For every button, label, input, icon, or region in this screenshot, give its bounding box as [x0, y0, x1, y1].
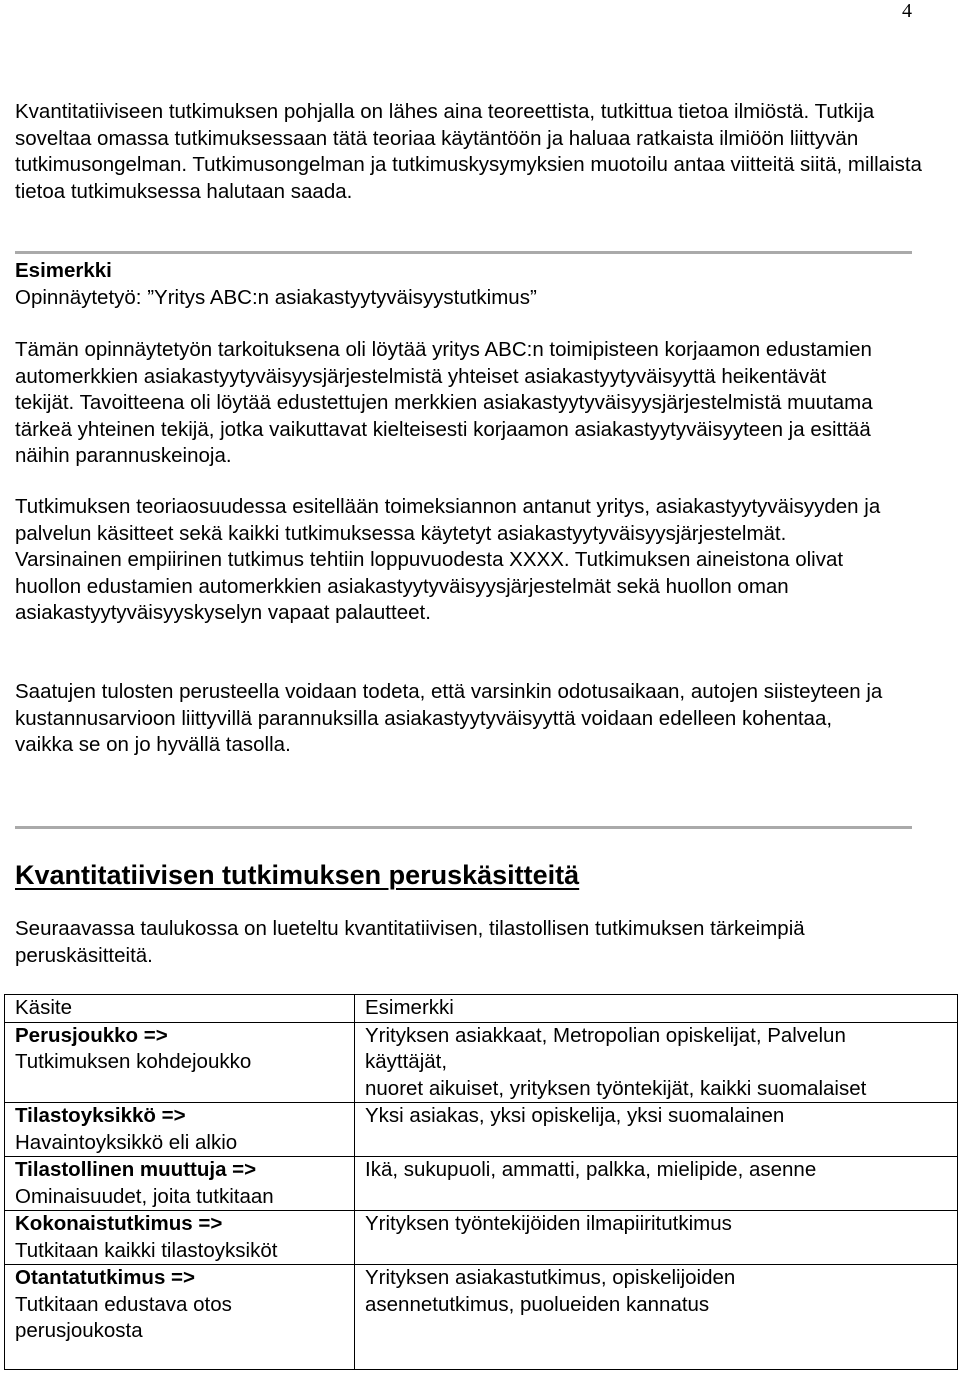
table-row: [5, 1157, 958, 1211]
example-paragraph-1: Tämän opinnäytetyön tarkoituksena oli löytää yritys ABC:n toimipisteen korjaamon edustamien automerkkien asiakastyytyväisyysjärjestelmistä yhteiset asiakastyytyväisyyttä heikentävät tekijät. Tavoitteena oli löytää edustettujen merkkien asiakastyytyväisyysjärjestelmistä muutama tärkeä yhteinen tekijä, jotka vaikuttavat kielteisesti korjaamon asiakastyytyväisyyteen ja esittää näihin parannuskeinoja.: [15, 338, 873, 467]
concepts-table: [4, 994, 958, 1370]
term-definition: Tutkitaan kaikki tilastoyksiköt: [15, 1238, 278, 1262]
intro-paragraph: Kvantitatiiviseen tutkimuksen pohjalla on lähes aina teoreettista, tutkittua tietoa ilmiöstä. Tutkija soveltaa omassa tutkimuksessaan tätä teoriaa käytäntöön ja haluaa ratkaista ilmiöön liittyvän tutkimusongelman. Tutkimusongelman ja tutkimuskysymyksien muotoilu antaa viitteitä siitä, millaista tietoa tutkimuksessa halutaan saada.: [15, 100, 922, 203]
table-header-row: [5, 995, 958, 1023]
example-text: Yksi asiakas, yksi opiskelija, yksi suomalainen: [365, 1104, 785, 1127]
term-cell: [5, 1022, 355, 1103]
term-name: Tilastollinen muuttuja =>: [15, 1158, 257, 1181]
table-row: [5, 1265, 958, 1370]
term-cell: [5, 1211, 355, 1265]
example-paragraph-2: Tutkimuksen teoriaosuudessa esitellään toimeksiannon antanut yritys, asiakastyytyväisyyden ja palvelun käsitteet sekä kaikki tutkimuksessa käytetyt asiakastyytyväisyysjärjestelmät. Varsinainen empiirinen tutkimus tehtiin loppuvuodesta XXXX. Tutkimuksen aineistona olivat huollon edustamien automerkkien asiakastyytyväisyysjärjestelmät sekä huollon oman asiakastyytyväisyyskyselyn vapaat palautteet.: [15, 495, 881, 624]
example-text: nuoret aikuiset, yrityksen työntekijät, kaikki suomalaiset: [365, 1076, 867, 1100]
example-text: Yrityksen asiakastutkimus, opiskelijoiden asennetutkimus, puolueiden kannatus: [365, 1266, 736, 1316]
example-heading: Esimerkki: [15, 259, 112, 282]
term-name: Kokonaistutkimus =>: [15, 1212, 223, 1235]
example-cell: [355, 1265, 958, 1370]
table-row: [5, 1211, 958, 1265]
term-definition: Tutkimuksen kohdejoukko: [15, 1050, 252, 1073]
term-name: Otantatutkimus =>: [15, 1266, 195, 1289]
page-number: 4: [902, 0, 912, 22]
example-cell: [355, 1211, 958, 1265]
bottom-divider: [15, 826, 912, 829]
term-cell: [5, 1103, 355, 1157]
header-example: Esimerkki: [355, 995, 958, 1023]
table-row: [5, 1022, 958, 1103]
term-definition: Tutkitaan edustava otos perusjoukosta: [15, 1292, 232, 1342]
example-paragraph-3: Saatujen tulosten perusteella voidaan todeta, että varsinkin odotusaikaan, autojen siisteyteen ja kustannusarvioon liittyvillä parannuksilla asiakastyytyväisyyttä voidaan edelleen kohentaa, vaikka se on jo hyvällä tasolla.: [15, 680, 883, 756]
term-definition: Havaintoyksikkö eli alkio: [15, 1130, 238, 1154]
top-divider: [15, 251, 912, 254]
example-text: Yrityksen työntekijöiden ilmapiiritutkimus: [365, 1212, 732, 1235]
example-cell: [355, 1157, 958, 1211]
term-cell: [5, 1157, 355, 1211]
section-title: Kvantitatiivisen tutkimuksen peruskäsitteitä: [15, 860, 580, 890]
term-cell: [5, 1265, 355, 1370]
term-name: Tilastoyksikkö =>: [15, 1104, 186, 1127]
example-subtitle: Opinnäytetyö: ”Yritys ABC:n asiakastyytyväisyystutkimus”: [15, 286, 537, 309]
example-cell: [355, 1022, 958, 1103]
term-definition: Ominaisuudet, joita tutkitaan: [15, 1184, 274, 1208]
header-term: Käsite: [5, 995, 355, 1023]
example-cell: [355, 1103, 958, 1157]
section-intro: Seuraavassa taulukossa on lueteltu kvantitatiivisen, tilastollisen tutkimuksen tärkeimpiä peruskäsitteitä.: [15, 917, 805, 967]
example-text: Ikä, sukupuoli, ammatti, palkka, mielipide, asenne: [365, 1158, 817, 1181]
term-name: Perusjoukko =>: [15, 1023, 168, 1047]
table-row: [5, 1103, 958, 1157]
example-text: Yrityksen asiakkaat, Metropolian opiskelijat, Palvelun käyttäjät,: [365, 1023, 846, 1073]
